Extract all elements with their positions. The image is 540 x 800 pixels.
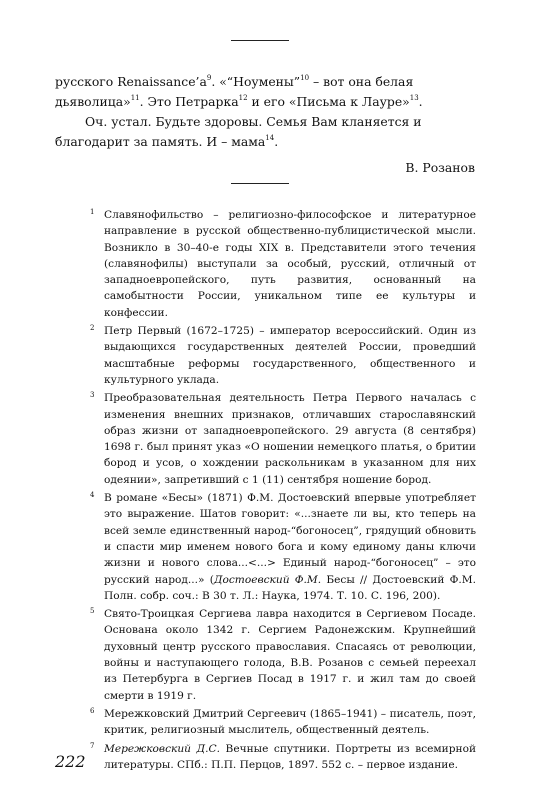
footnote-number: 7 — [90, 741, 95, 750]
letter-text — [55, 72, 475, 178]
footnote-ref: 13 — [409, 93, 419, 102]
footnote-text: Бесы // Достоевский Ф.М. Полн. собр. соч.: В 30 т. Л.: Наука, 1974. Т. 10. С. 196, 200). — [104, 573, 476, 602]
top-separator-rule — [231, 40, 289, 41]
letter-paragraph-1 — [55, 72, 475, 112]
text-fragment: – вот она белая дьяволица» — [55, 74, 414, 109]
footnote-ref: 14 — [265, 133, 275, 142]
footnote-text: В романе «Бесы» (1871) Ф.М. Достоевский впервые употребляет это выражение. Шатов говорит: «...знаете ли вы, кто теперь на всей земле единственный народ-“богоносец”, грядущий обновить и спасти мир именем нового бога и кому единому даны ключи жизни и нового слова...<...> Единый народ-“богоносец” – это русский народ...» ( — [104, 492, 476, 586]
text-fragment: . — [418, 94, 423, 109]
footnote-ref: 9 — [206, 73, 212, 82]
footnote-3 — [88, 390, 476, 488]
text-fragment: . «“Ноумены” — [211, 74, 301, 89]
footnote-number: 2 — [90, 324, 95, 333]
footnote-separator-rule — [231, 183, 289, 184]
footnotes-section — [88, 207, 476, 775]
footnote-5 — [88, 606, 476, 704]
footnote-1 — [88, 207, 476, 321]
footnote-text: Мережковский Дмитрий Сергеевич (1865–1941) – писатель, поэт, критик, религиозный мыслитель, общественный деятель. — [104, 707, 476, 737]
footnote-ref: 11 — [130, 93, 140, 102]
footnote-ref: 10 — [300, 73, 310, 82]
footnote-4 — [88, 490, 476, 604]
text-fragment: и его «Письма к Лауре» — [247, 94, 410, 109]
text-fragment: . Это Петрарка — [139, 94, 239, 109]
footnote-number: 1 — [90, 208, 95, 216]
footnote-number: 4 — [90, 491, 95, 500]
letter-paragraph-2 — [55, 112, 475, 152]
text-fragment: . — [274, 134, 279, 149]
footnote-6 — [88, 706, 476, 739]
footnote-number: 5 — [90, 607, 95, 616]
footnote-7 — [88, 741, 476, 774]
footnote-text: Свято-Троицкая Сергиева лавра находится в Сергиевом Посаде. Основана около 1342 г. Сергием Радонежским. Крупнейший духовный центр русского православия. Спасаясь от революции, войны и наступающего голода, В.В. Розанов с семьей переехал из Петербурга в Сергиев Посад в 1917 г. и жил там до своей смерти в 1919 г. — [104, 608, 476, 702]
footnote-2 — [88, 323, 476, 388]
footnote-text: Преобразовательная деятельность Петра Первого началась с изменения внешних признаков, отличавших старославянский образ жизни от западноевропейского. 29 августа (8 сентября) 1698 г. был принят указ «О ношении немецкого платья, о бритии бород и усов, о хождении раскольникам в указанном для них одеянии», запретивший с 1 (11) сентября ношение бород. — [104, 392, 476, 486]
footnote-author-italic: Достоевский Ф.М. — [213, 573, 322, 586]
footnote-text: Вечные спутники. Портреты из всемирной литературы. СПб.: П.П. Перцов, 1897. 552 с. – первое издание. — [104, 742, 477, 771]
footnote-number: 3 — [90, 391, 95, 400]
footnote-number: 6 — [90, 706, 95, 715]
footnote-ref: 12 — [238, 93, 248, 102]
signature: В. Розанов — [405, 160, 475, 175]
text-fragment: Оч. устал. Будьте здоровы. Семья Вам кланяется и благодарит за память. И – мама — [55, 114, 422, 149]
footnote-author-italic: Мережковский Д.С. — [104, 742, 220, 755]
text-fragment: русского Renaissance’a — [55, 74, 207, 89]
page-number: 222 — [55, 752, 86, 771]
footnote-text: Славянофильство – религиозно-философское и литературное направление в русской общественно-публицистической мысли. Возникло в 30–40-е годы XIX в. Представители этого течения (славянофилы) выступали за особый, русский, отличный от западноевропейского, путь развития, основанный на самобытности России, уникальном типе ее культуры и конфессии. — [104, 209, 476, 319]
footnote-text: Петр Первый (1672–1725) – император всероссийский. Один из выдающихся государственных деятелей России, проведший масштабные реформы государственного, общественного и культурного уклада. — [104, 325, 476, 386]
